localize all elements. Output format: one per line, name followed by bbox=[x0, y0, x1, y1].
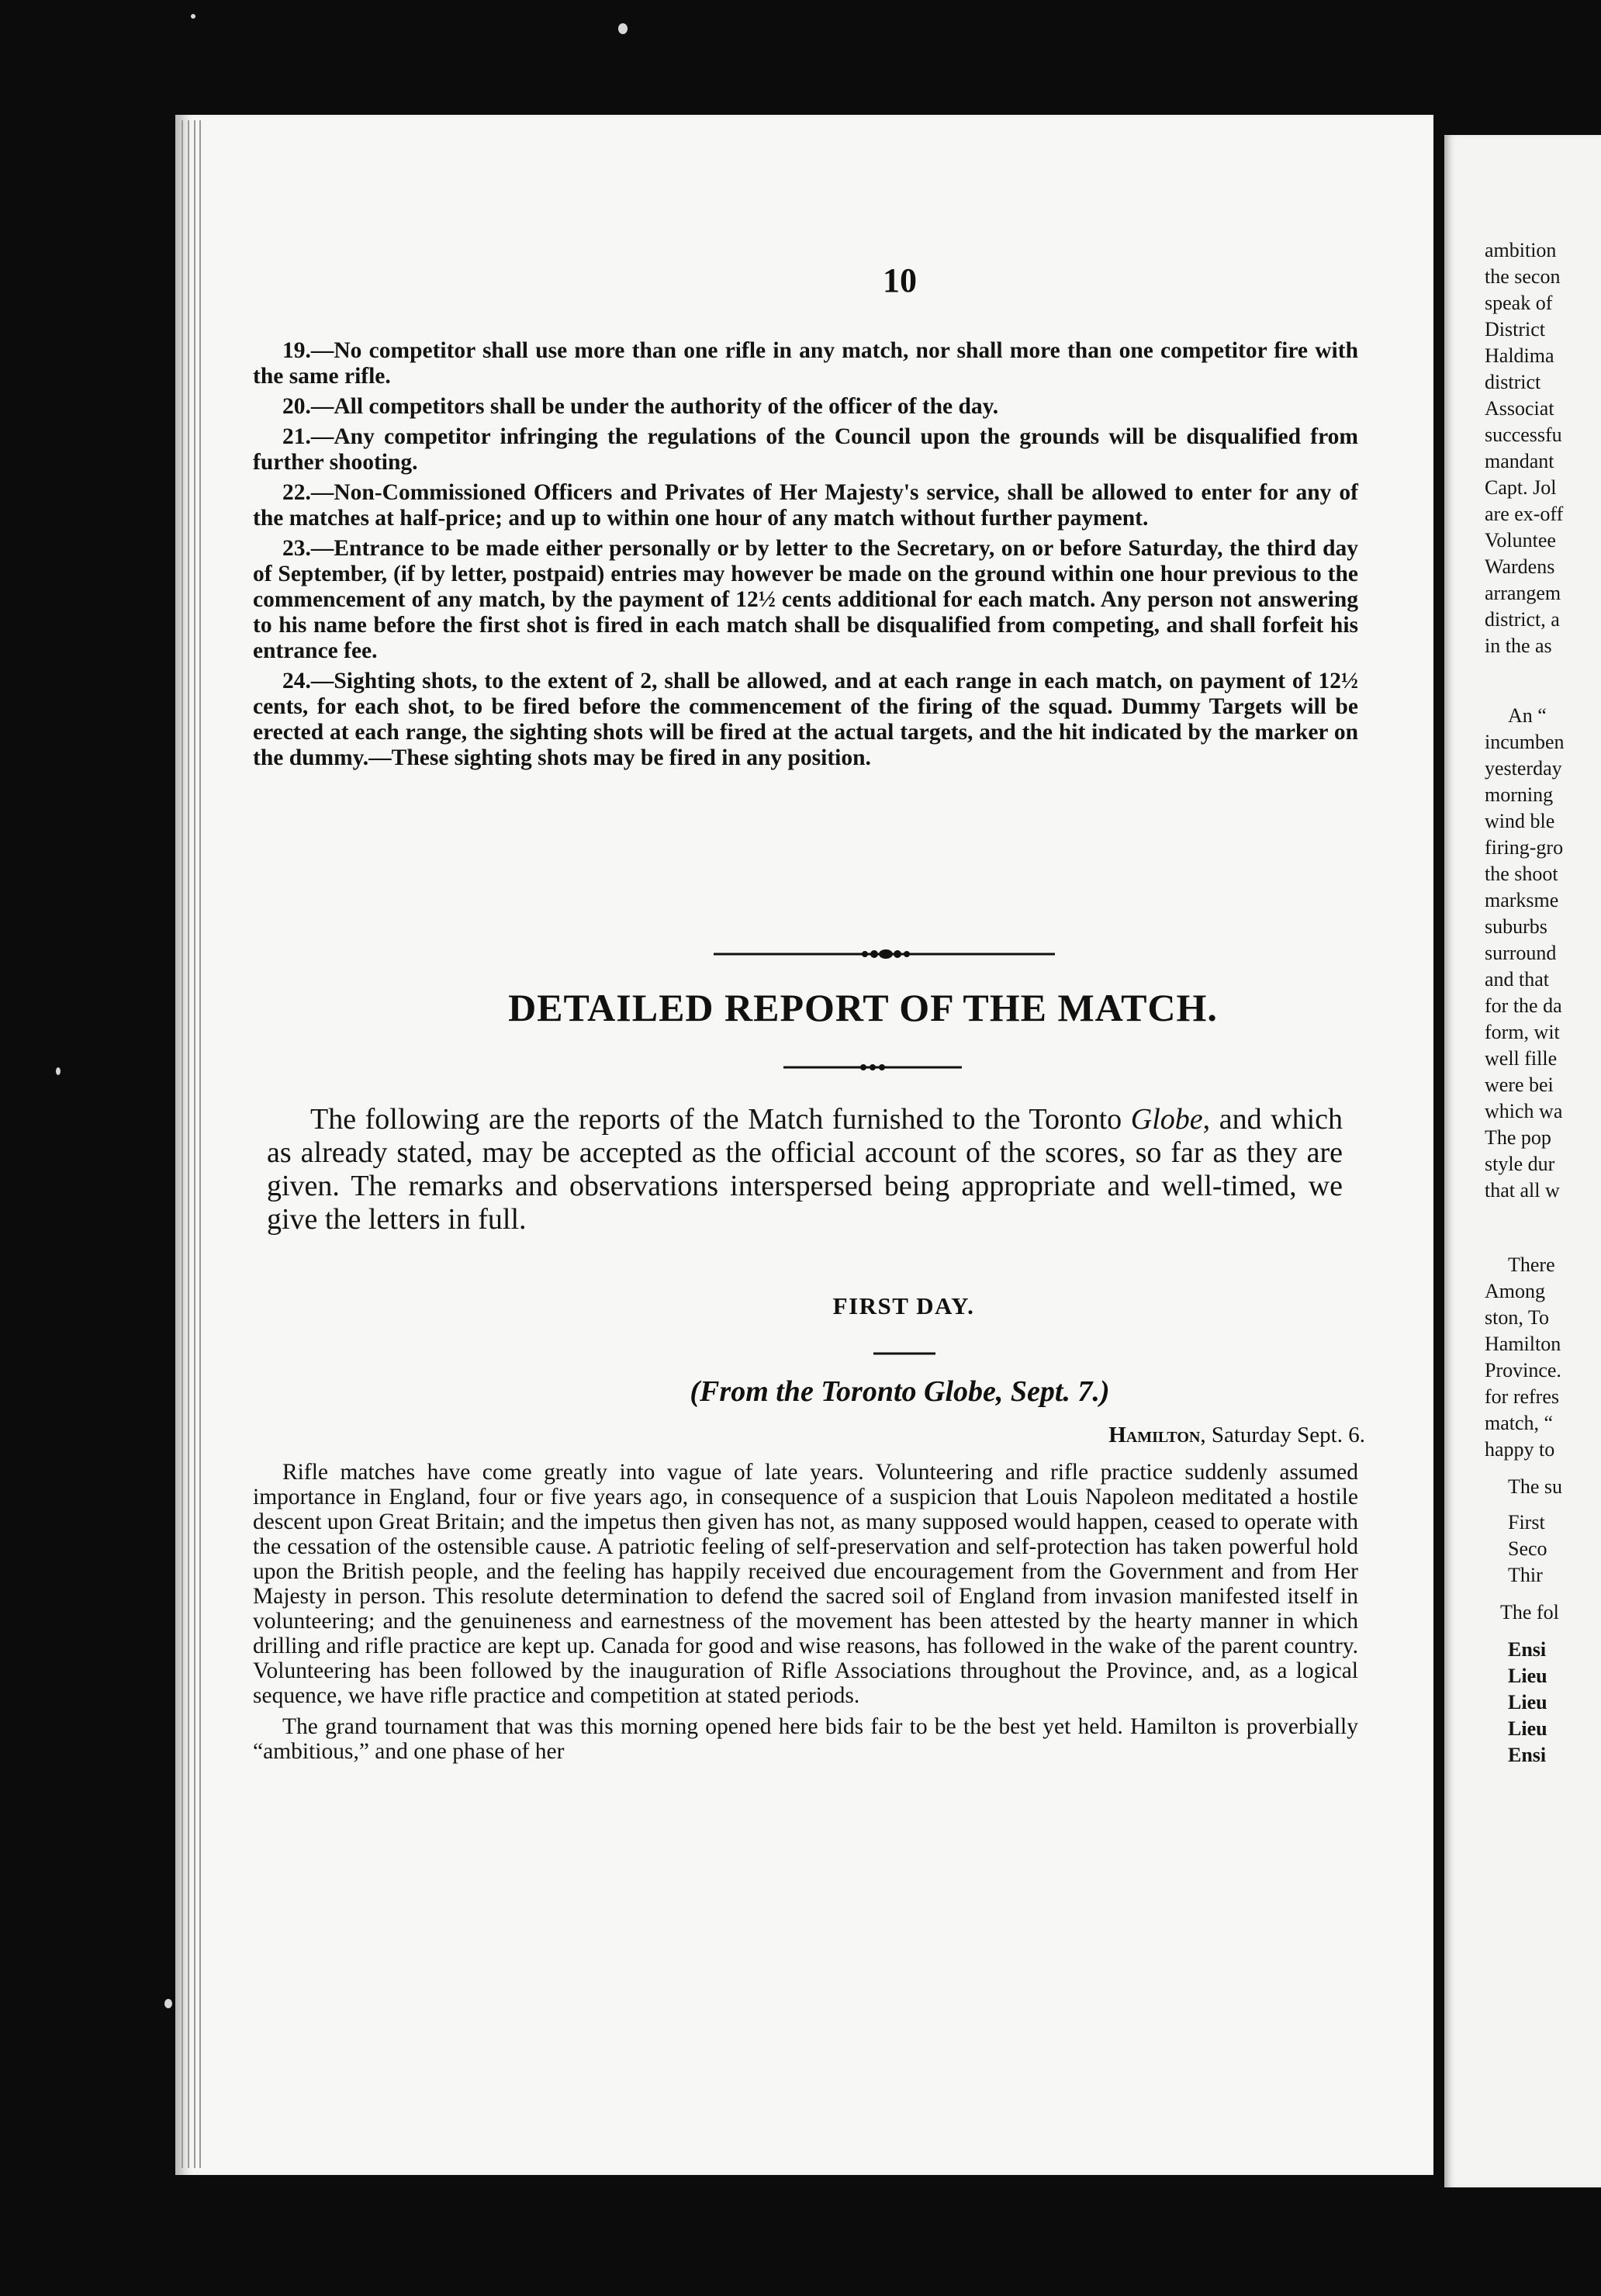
facing-page-line: the shoot bbox=[1485, 863, 1558, 885]
facing-page-line: District bbox=[1485, 318, 1545, 341]
facing-page-line: well fille bbox=[1485, 1047, 1558, 1070]
facing-page-line: incumben bbox=[1485, 731, 1565, 753]
facing-page-line: arrangem bbox=[1485, 582, 1561, 604]
facing-page-line: Lieu bbox=[1508, 1665, 1547, 1687]
facing-page-line: match, “ bbox=[1485, 1412, 1554, 1434]
ornamental-divider bbox=[714, 945, 1055, 963]
facing-page-line: Lieu bbox=[1508, 1691, 1547, 1713]
facing-page-line: ambition bbox=[1485, 239, 1557, 261]
facing-page-line: were bei bbox=[1485, 1074, 1554, 1096]
rule-paragraph: 22.—Non-Commissioned Officers and Privates of Her Majesty's service, shall be allowed to enter for any of the matches at half-price; and up to within one hour of any match without further payment. bbox=[253, 480, 1358, 531]
facing-page-line: for the da bbox=[1485, 994, 1562, 1017]
dateline bbox=[931, 1423, 1365, 1448]
facing-page-line: successfu bbox=[1485, 424, 1562, 446]
facing-page-line: wind ble bbox=[1485, 810, 1555, 832]
facing-page-line: marksme bbox=[1485, 889, 1559, 911]
facing-page-line: in the as bbox=[1485, 635, 1552, 657]
dateline-place: Hamilton bbox=[1108, 1423, 1201, 1447]
facing-page-line: district, a bbox=[1485, 608, 1560, 631]
facing-page-line: First bbox=[1508, 1511, 1545, 1534]
body-paragraph: Rifle matches have come greatly into vague of late years. Volunteering and rifle practice suddenly assumed importance in England, four or five years ago, in consequence of a suspicion that Louis Napoleon meditated a hostile descent upon Great Britain; and the impetus then given has not, as many supposed would happen, ceased to operate with the cessation of the ostensible cause. A patriotic feeling of self-preservation and self-protection has taken powerful hold upon the British people, and the feeling has happily received due encouragement from the Government and from Her Majesty in person. This resolute determination to defend the sacred soil of England from invasion manifested itself in volunteering; and the genuineness and earnestness of the movement has been attested by the hearty manner in which drilling and rifle practice are kept up. Canada for good and wise reasons, has followed in the wake of the parent country. Volunteering has been followed by the inauguration of Rifle Associations throughout the Province, and, as a logical sequence, we have rifle practice and competition at stated periods. bbox=[253, 1460, 1358, 1708]
facing-page-line: Province. bbox=[1485, 1359, 1561, 1381]
film-speck bbox=[191, 14, 195, 19]
facing-page-line: Among bbox=[1485, 1280, 1545, 1302]
facing-page-line: surround bbox=[1485, 942, 1557, 964]
facing-page-line: Capt. Jol bbox=[1485, 476, 1557, 499]
facing-page-line: district bbox=[1485, 371, 1541, 393]
newspaper-name: Globe bbox=[1130, 1103, 1203, 1136]
facing-page-line: yesterday bbox=[1485, 757, 1562, 780]
intro-text: The following are the reports of the Match furnished to the Toronto bbox=[310, 1103, 1131, 1136]
facing-page-line: morning bbox=[1485, 783, 1554, 806]
facing-page-line: happy to bbox=[1485, 1438, 1555, 1461]
report-headline: DETAILED REPORT OF THE MATCH. bbox=[508, 986, 1218, 1029]
facing-page-line: are ex-off bbox=[1485, 503, 1564, 525]
report-body bbox=[253, 1460, 1358, 1770]
facing-page-line: mandant bbox=[1485, 450, 1554, 472]
small-divider bbox=[783, 1060, 962, 1075]
film-speck bbox=[618, 23, 628, 34]
page-edge-strips bbox=[178, 120, 209, 2168]
facing-page-line: Thir bbox=[1508, 1564, 1543, 1586]
facing-page-line: suburbs bbox=[1485, 915, 1547, 938]
facing-page-line: form, wit bbox=[1485, 1021, 1560, 1043]
facing-page-line: speak of bbox=[1485, 292, 1553, 314]
facing-page-line: ston, To bbox=[1485, 1306, 1549, 1329]
facing-page-line: Wardens bbox=[1485, 555, 1555, 578]
facing-page-line: Lieu bbox=[1508, 1717, 1547, 1740]
facing-page bbox=[1444, 135, 1601, 2187]
facing-page-line: Ensi bbox=[1508, 1638, 1547, 1661]
facing-page-line: Ensi bbox=[1508, 1744, 1547, 1766]
first-day-heading: FIRST DAY. bbox=[832, 1292, 975, 1319]
facing-page-line: firing-gro bbox=[1485, 836, 1564, 859]
rule-paragraph: 19.—No competitor shall use more than one rifle in any match, nor shall more than one competitor fire with the same rifle. bbox=[253, 338, 1358, 389]
body-paragraph: The grand tournament that was this morning opened here bids fair to be the best yet held. Hamilton is proverbially “ambitious,” and one phase of her bbox=[253, 1714, 1358, 1764]
facing-page-line: There bbox=[1508, 1253, 1555, 1276]
rule-paragraph: 21.—Any competitor infringing the regulations of the Council upon the grounds will be disqualified from further shooting. bbox=[253, 424, 1358, 475]
dateline-date: , Saturday Sept. 6. bbox=[1200, 1423, 1365, 1447]
source-line: (From the Toronto Globe, Sept. 7.) bbox=[690, 1375, 1110, 1408]
facing-page-line: which wa bbox=[1485, 1100, 1563, 1122]
facing-page-line: the secon bbox=[1485, 265, 1561, 288]
rules-section bbox=[253, 338, 1358, 776]
facing-page-line: Haldima bbox=[1485, 344, 1554, 367]
facing-page-line: The su bbox=[1508, 1475, 1563, 1498]
short-rule bbox=[873, 1351, 935, 1356]
facing-page-line: The fol bbox=[1500, 1601, 1559, 1623]
film-speck bbox=[164, 1999, 172, 2008]
intro-paragraph bbox=[267, 1103, 1343, 1236]
rule-paragraph: 23.—Entrance to be made either personally or by letter to the Secretary, on or before Saturday, the third day of September, (if by letter, postpaid) entries may however be made on the ground within one hour previous to the commencement of any match, by the payment of 12½ cents additional for each match. Any person not answering to his name before the first shot is fired in each match shall be disqualified from competing, and shall forfeit his entrance fee. bbox=[253, 536, 1358, 663]
facing-page-line: that all w bbox=[1485, 1179, 1560, 1202]
facing-page-line: style dur bbox=[1485, 1153, 1555, 1175]
page-number: 10 bbox=[883, 261, 917, 299]
facing-page-line: Voluntee bbox=[1485, 529, 1556, 552]
film-speck bbox=[56, 1067, 61, 1075]
facing-page-line: Seco bbox=[1508, 1537, 1547, 1560]
facing-page-line: The pop bbox=[1485, 1126, 1551, 1149]
facing-page-line: Associat bbox=[1485, 397, 1554, 420]
facing-page-line: Hamilton bbox=[1485, 1333, 1561, 1355]
facing-page-line: for refres bbox=[1485, 1385, 1559, 1408]
rule-paragraph: 20.—All competitors shall be under the authority of the officer of the day. bbox=[282, 394, 999, 419]
facing-page-line: and that bbox=[1485, 968, 1550, 991]
facing-page-line: An “ bbox=[1508, 704, 1547, 727]
intro-text: , and which as already stated, may be accepted as the official account of the scores, so far as they are given. The remarks and observations interspersed being appropriate and well-timed, we give the letters in full. bbox=[267, 1103, 1343, 1236]
rule-paragraph: 24.—Sighting shots, to the extent of 2, shall be allowed, and at each range in each match, on payment of 12½ cents, for each shot, to be fired before the commencement of the firing of the squad. Dummy Targets will be erected at each range, the sighting shots will be fired at the actual targets, and the hit indicated by the marker on the dummy.—These sighting shots may be fired in any position. bbox=[253, 669, 1358, 770]
